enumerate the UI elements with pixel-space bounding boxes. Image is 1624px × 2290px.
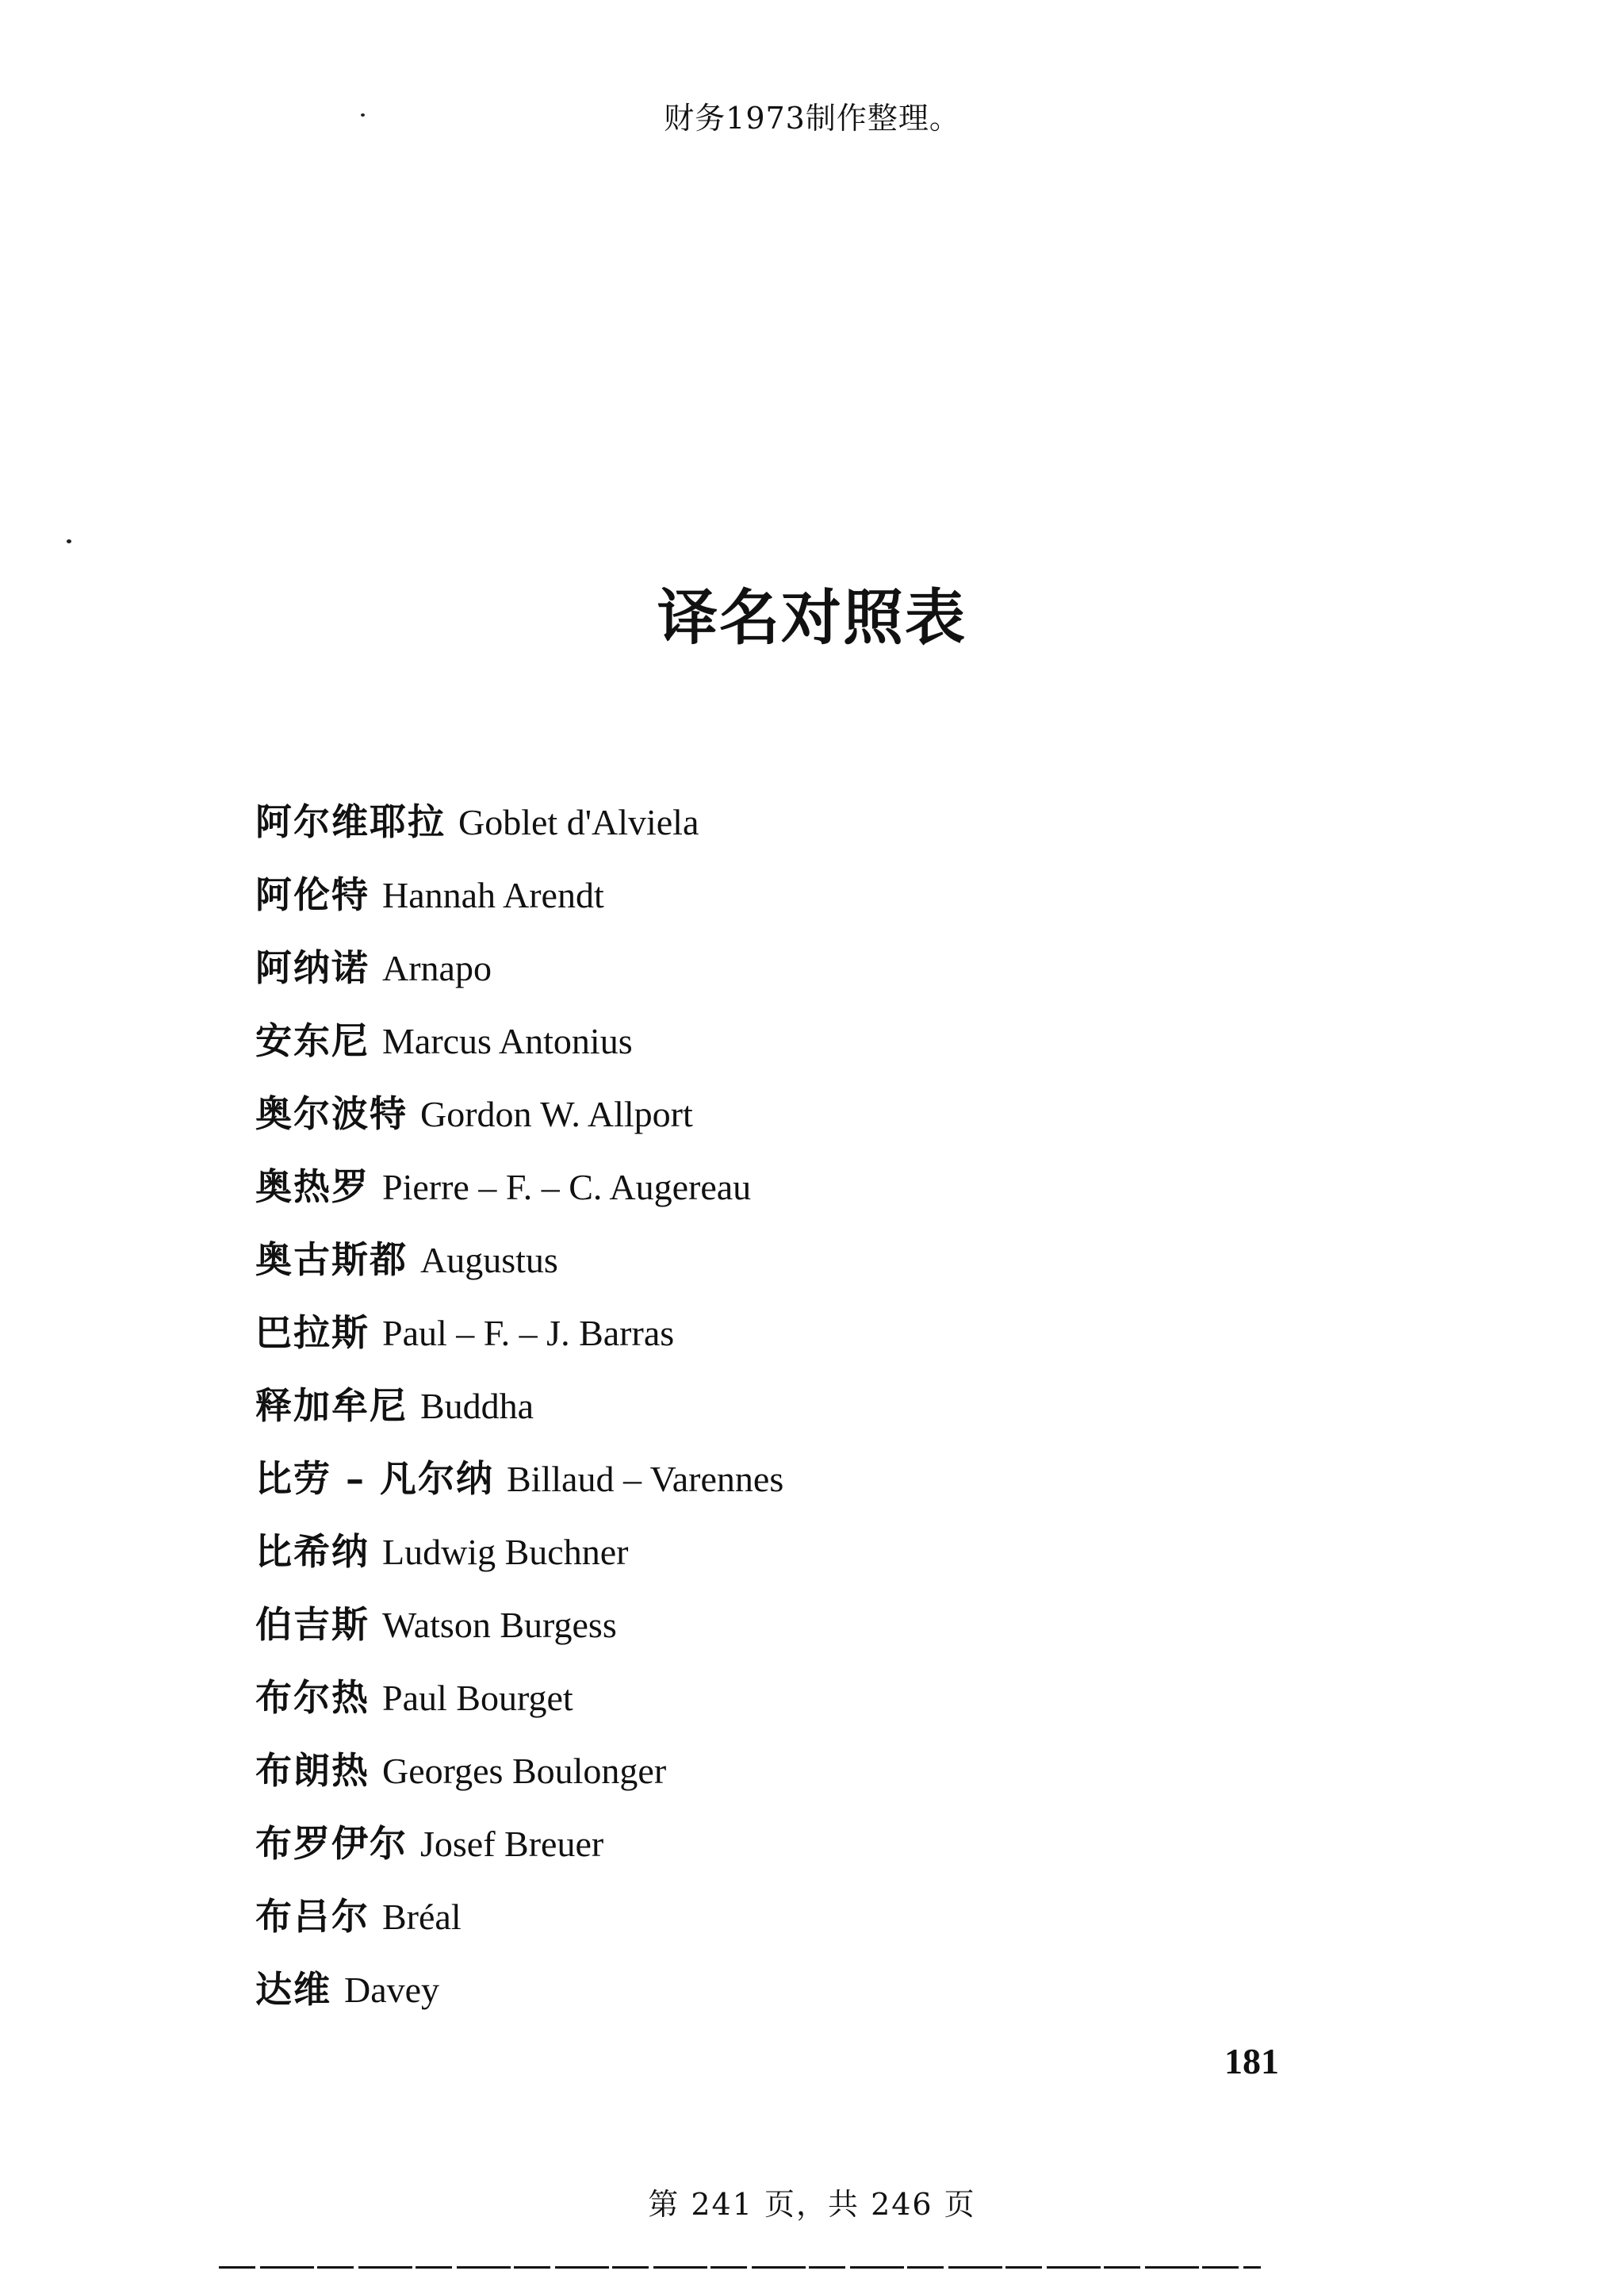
entry-chinese-name: 安东尼 (255, 1019, 370, 1062)
glossary-entry (255, 1369, 783, 1442)
glossary-entry (255, 1004, 783, 1077)
glossary-entry (255, 1150, 783, 1223)
entry-original-name: Georges Boulonger (382, 1751, 667, 1791)
entry-original-name: Paul Bourget (382, 1678, 573, 1718)
entry-original-name: Billaud – Varennes (507, 1459, 784, 1499)
page-number: 181 (1224, 2041, 1279, 2081)
entry-original-name: Davey (344, 1970, 440, 2010)
entry-chinese-name: 比希纳 (255, 1530, 370, 1573)
entry-chinese-name: 布朗热 (255, 1749, 370, 1792)
entry-original-name: Hannah Arendt (382, 875, 604, 915)
entry-chinese-name: 伯吉斯 (255, 1603, 370, 1646)
glossary-entry (255, 1880, 783, 1953)
glossary-entry (255, 1953, 783, 2026)
entry-chinese-name: 巴拉斯 (255, 1311, 370, 1354)
entry-chinese-name: 布罗伊尔 (255, 1822, 408, 1865)
entry-chinese-name: 阿伦特 (255, 873, 370, 916)
scan-speck (67, 539, 71, 543)
entry-chinese-name: 释加牟尼 (255, 1384, 408, 1427)
scan-speck (361, 113, 365, 117)
glossary-entry (255, 1515, 783, 1588)
entry-chinese-name: 奥尔波特 (255, 1092, 408, 1135)
entry-chinese-name: 阿纳诺 (255, 946, 370, 989)
glossary-entry (255, 1077, 783, 1150)
glossary-entry (255, 931, 783, 1004)
entry-original-name: Marcus Antonius (382, 1021, 633, 1061)
entry-chinese-name: 布尔热 (255, 1676, 370, 1719)
footer-rule (219, 2266, 1261, 2269)
glossary-entry (255, 1661, 783, 1734)
entry-original-name: Pierre – F. – C. Augereau (382, 1167, 752, 1207)
glossary-entry (255, 1223, 783, 1296)
entry-chinese-name: 布吕尔 (255, 1895, 370, 1938)
entry-chinese-name: 奥古斯都 (255, 1238, 408, 1281)
footer-page-count: 第 241 页，共 246 页 (648, 2187, 976, 2222)
page-title: 译名对照表 (657, 582, 967, 653)
entry-original-name: Augustus (420, 1240, 558, 1280)
glossary-entry (255, 1296, 783, 1369)
entry-original-name: Josef Breuer (420, 1824, 604, 1864)
glossary-entry (255, 858, 783, 931)
entry-original-name: Bréal (382, 1897, 462, 1937)
header-note: 财务1973制作整理。 (664, 101, 960, 136)
entry-original-name: Watson Burgess (382, 1605, 617, 1645)
entry-original-name: Ludwig Buchner (382, 1532, 629, 1572)
glossary-entry (255, 1734, 783, 1807)
glossary-entry (255, 1442, 783, 1515)
entry-chinese-name: 达维 (255, 1968, 331, 2011)
glossary-list (255, 785, 783, 2026)
entry-chinese-name: 奥热罗 (255, 1165, 370, 1208)
entry-original-name: Gordon W. Allport (420, 1094, 693, 1134)
entry-original-name: Paul – F. – J. Barras (382, 1313, 675, 1353)
glossary-entry (255, 1588, 783, 1661)
entry-original-name: Buddha (420, 1386, 534, 1426)
entry-chinese-name: 阿尔维耶拉 (255, 800, 446, 843)
glossary-entry (255, 1807, 783, 1880)
entry-chinese-name: 比劳 – 凡尔纳 (255, 1457, 495, 1500)
glossary-entry (255, 785, 783, 858)
entry-original-name: Goblet d'Alviela (458, 802, 699, 842)
entry-original-name: Arnapo (382, 948, 492, 988)
